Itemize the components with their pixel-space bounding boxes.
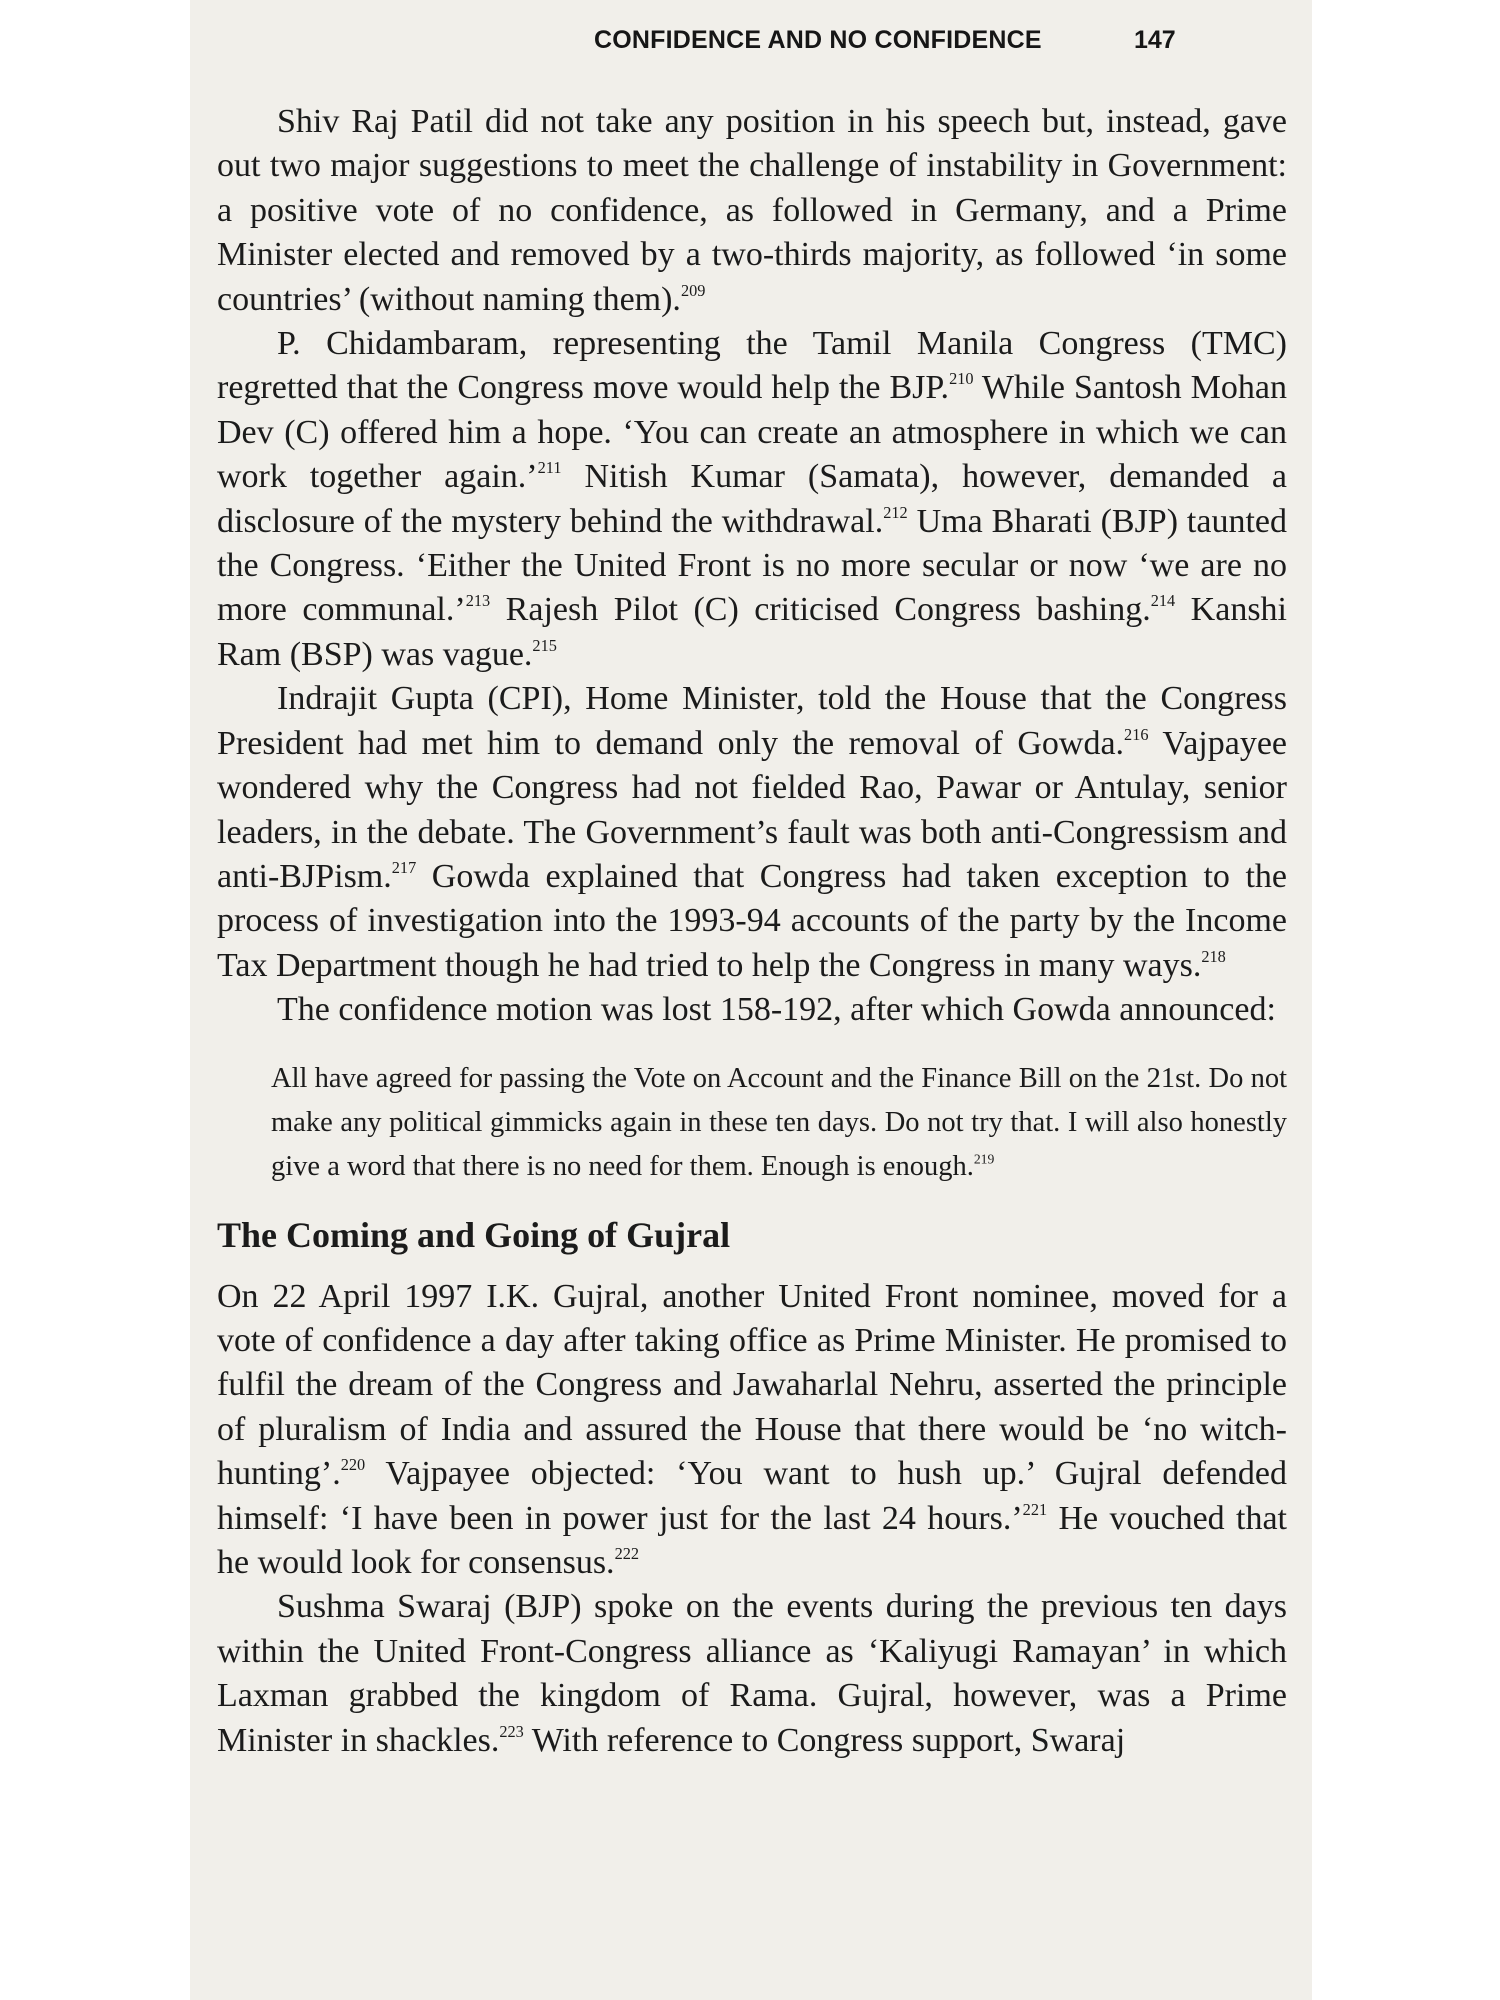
footnote-ref: 218 [1201, 946, 1226, 966]
body-text [217, 100, 1287, 1763]
footnote-ref: 221 [1022, 1499, 1048, 1519]
paragraph: Shiv Raj Patil did not take any position in his speech but, instead, gave out two major suggestions to meet the challenge of instability in Government: a positive vote of no confidence, as followed in Germany, and a Prime Minister elected and removed by a two-thirds majority, as followed ‘in some countries’ (without naming them).$^{209}$ [217, 103, 1287, 318]
footnote-ref: 216 [1124, 724, 1149, 744]
paragraph: Indrajit Gupta (CPI), Home Minister, told the House that the Congress President had met him to demand only the removal of Gowda.$^{216}$ Vajpayee wondered why the Congress had not fielded Rao, Pawar or Antulay, senior leaders, in the debate. The Government’s fault was both anti-Congressism and anti-BJPism.$^{217}$ Gowda explained that Congress had taken exception to the process of investigation into the 1993-94 accounts of the party by the Income Tax Department though he had tried to help the Congress in many ways.$^{218}$ [217, 680, 1288, 984]
block-quote: All have agreed for passing the Vote on Account and the Finance Bill on the 21st. Do not make any political gimmicks again in these ten days. Do not try that. I will also honestly give a word that there is no need for them. Enough is enough.$^{219}$ [271, 1062, 1287, 1182]
footnote-ref: 210 [949, 369, 974, 389]
footnote-ref: 219 [973, 1150, 995, 1166]
footnote-ref: 220 [340, 1455, 366, 1475]
running-title: CONFIDENCE AND NO CONFIDENCE [594, 26, 1042, 54]
footnote-ref: 209 [680, 280, 706, 300]
footnote-ref: 217 [391, 858, 417, 878]
footnote-ref: 222 [614, 1544, 640, 1564]
footnote-ref: 214 [1150, 591, 1176, 611]
paragraph: P. Chidambaram, representing the Tamil Manila Congress (TMC) regretted that the Congress move would help the BJP.$^{210}$ While Santosh Mohan Dev (C) offered him a hope. ‘You can create an atmosphere in which we can work together again.’$^{211}$ Nitish Kumar (Samata), however, demanded a disclosure of the mystery behind the withdrawal.$^{212}$ Uma Bharati (BJP) taunted the Congress. ‘Either the United Front is no more secular or now ‘we are no more communal.’$^{213}$ Rajesh Pilot (C) criticised Congress bashing.$^{214}$ Kanshi Ram (BSP) was vague.$^{215}$ [217, 325, 1288, 673]
page-header [190, 22, 1312, 62]
footnote-ref: 213 [465, 591, 491, 611]
footnote-ref: 212 [883, 502, 908, 522]
book-page [190, 0, 1312, 2000]
paragraph: On 22 April 1997 I.K. Gujral, another United Front nominee, moved for a vote of confidence a day after taking office as Prime Minister. He promised to fulfil the dream of the Congress and Jawaharlal Nehru, asserted the principle of pluralism of India and assured the House that there would be ‘no witch-hunting’.$^{220}$ Vajpayee objected: ‘You want to hush up.’ Gujral defended himself: ‘I have been in power just for the last 24 hours.’$^{221}$ He vouched that he would look for consensus.$^{222}$ [217, 1277, 1287, 1581]
footnote-ref: 223 [499, 1721, 524, 1741]
footnote-ref: 215 [532, 636, 557, 656]
footnote-ref: 211 [537, 458, 562, 478]
paragraph: The confidence motion was lost 158-192, after which Gowda announced: [277, 991, 1276, 1029]
paragraph: Sushma Swaraj (BJP) spoke on the events during the previous ten days within the United Front-Congress alliance as ‘Kaliyugi Ramayan’ in which Laxman grabbed the kingdom of Rama. Gujral, however, was a Prime Minister in shackles.$^{223}$ With reference to Congress support, Swaraj [217, 1588, 1287, 1759]
section-heading: The Coming and Going of Gujral [217, 1214, 731, 1255]
page-number: 147 [1134, 26, 1176, 54]
